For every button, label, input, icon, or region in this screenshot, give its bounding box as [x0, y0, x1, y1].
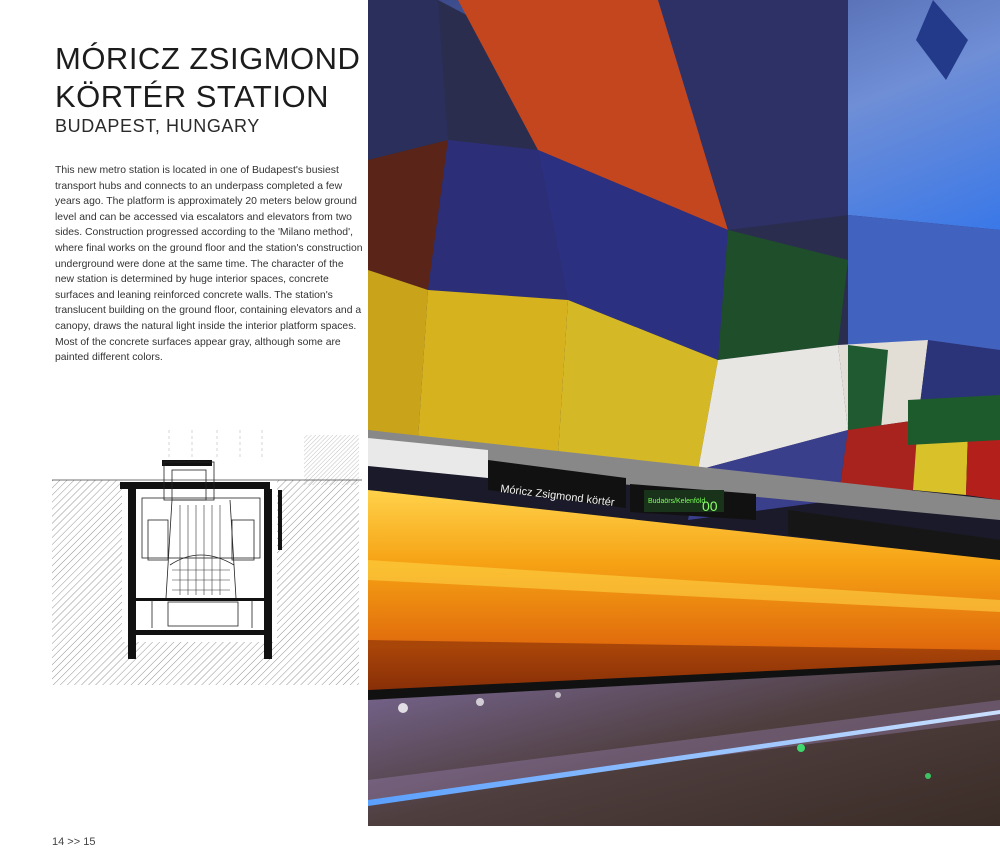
page-subtitle: BUDAPEST, HUNGARY — [55, 116, 260, 136]
section-drawing — [52, 410, 362, 690]
station-photo — [368, 0, 1000, 826]
page-number: 14 >> 15 — [52, 836, 96, 848]
title-line-1: MÓRICZ ZSIGMOND — [55, 41, 361, 76]
section-drawing-svg — [52, 410, 362, 690]
grid-lines — [169, 430, 262, 460]
station-sign-text: Móricz Zsigmond körtér — [499, 483, 616, 509]
ground-hatching — [52, 435, 359, 685]
description-paragraph: This new metro station is located in one of Budapest's busiest transport hubs and connects to an underpass completed a few years ago. The platform is approximately 20 meters below ground level and can be accessed via escalators and elevators from two sides. Construction progressed according to the 'Milano method', where final works on the ground floor and the station's construction underground were done at the same time. The character of the new station is determined by huge interior spaces, concrete surfaces and leaning reinforced concrete walls. The station's translucent building on the ground floor, containing elevators and a canopy, draws the natural light inside the interior platform spaces. Most of the concrete surfaces appear gray, although some are painted different colors. — [55, 165, 363, 364]
escalator-lines — [172, 505, 230, 595]
structure — [120, 460, 282, 659]
text-column — [0, 0, 370, 864]
display-time-text: 00 — [702, 498, 718, 514]
title-line-2: KÖRTÉR STATION — [55, 79, 329, 114]
page-title — [55, 40, 360, 116]
display-line-text: Budaörs/Kelenföld — [648, 498, 706, 505]
station-photo-svg — [368, 0, 1000, 826]
